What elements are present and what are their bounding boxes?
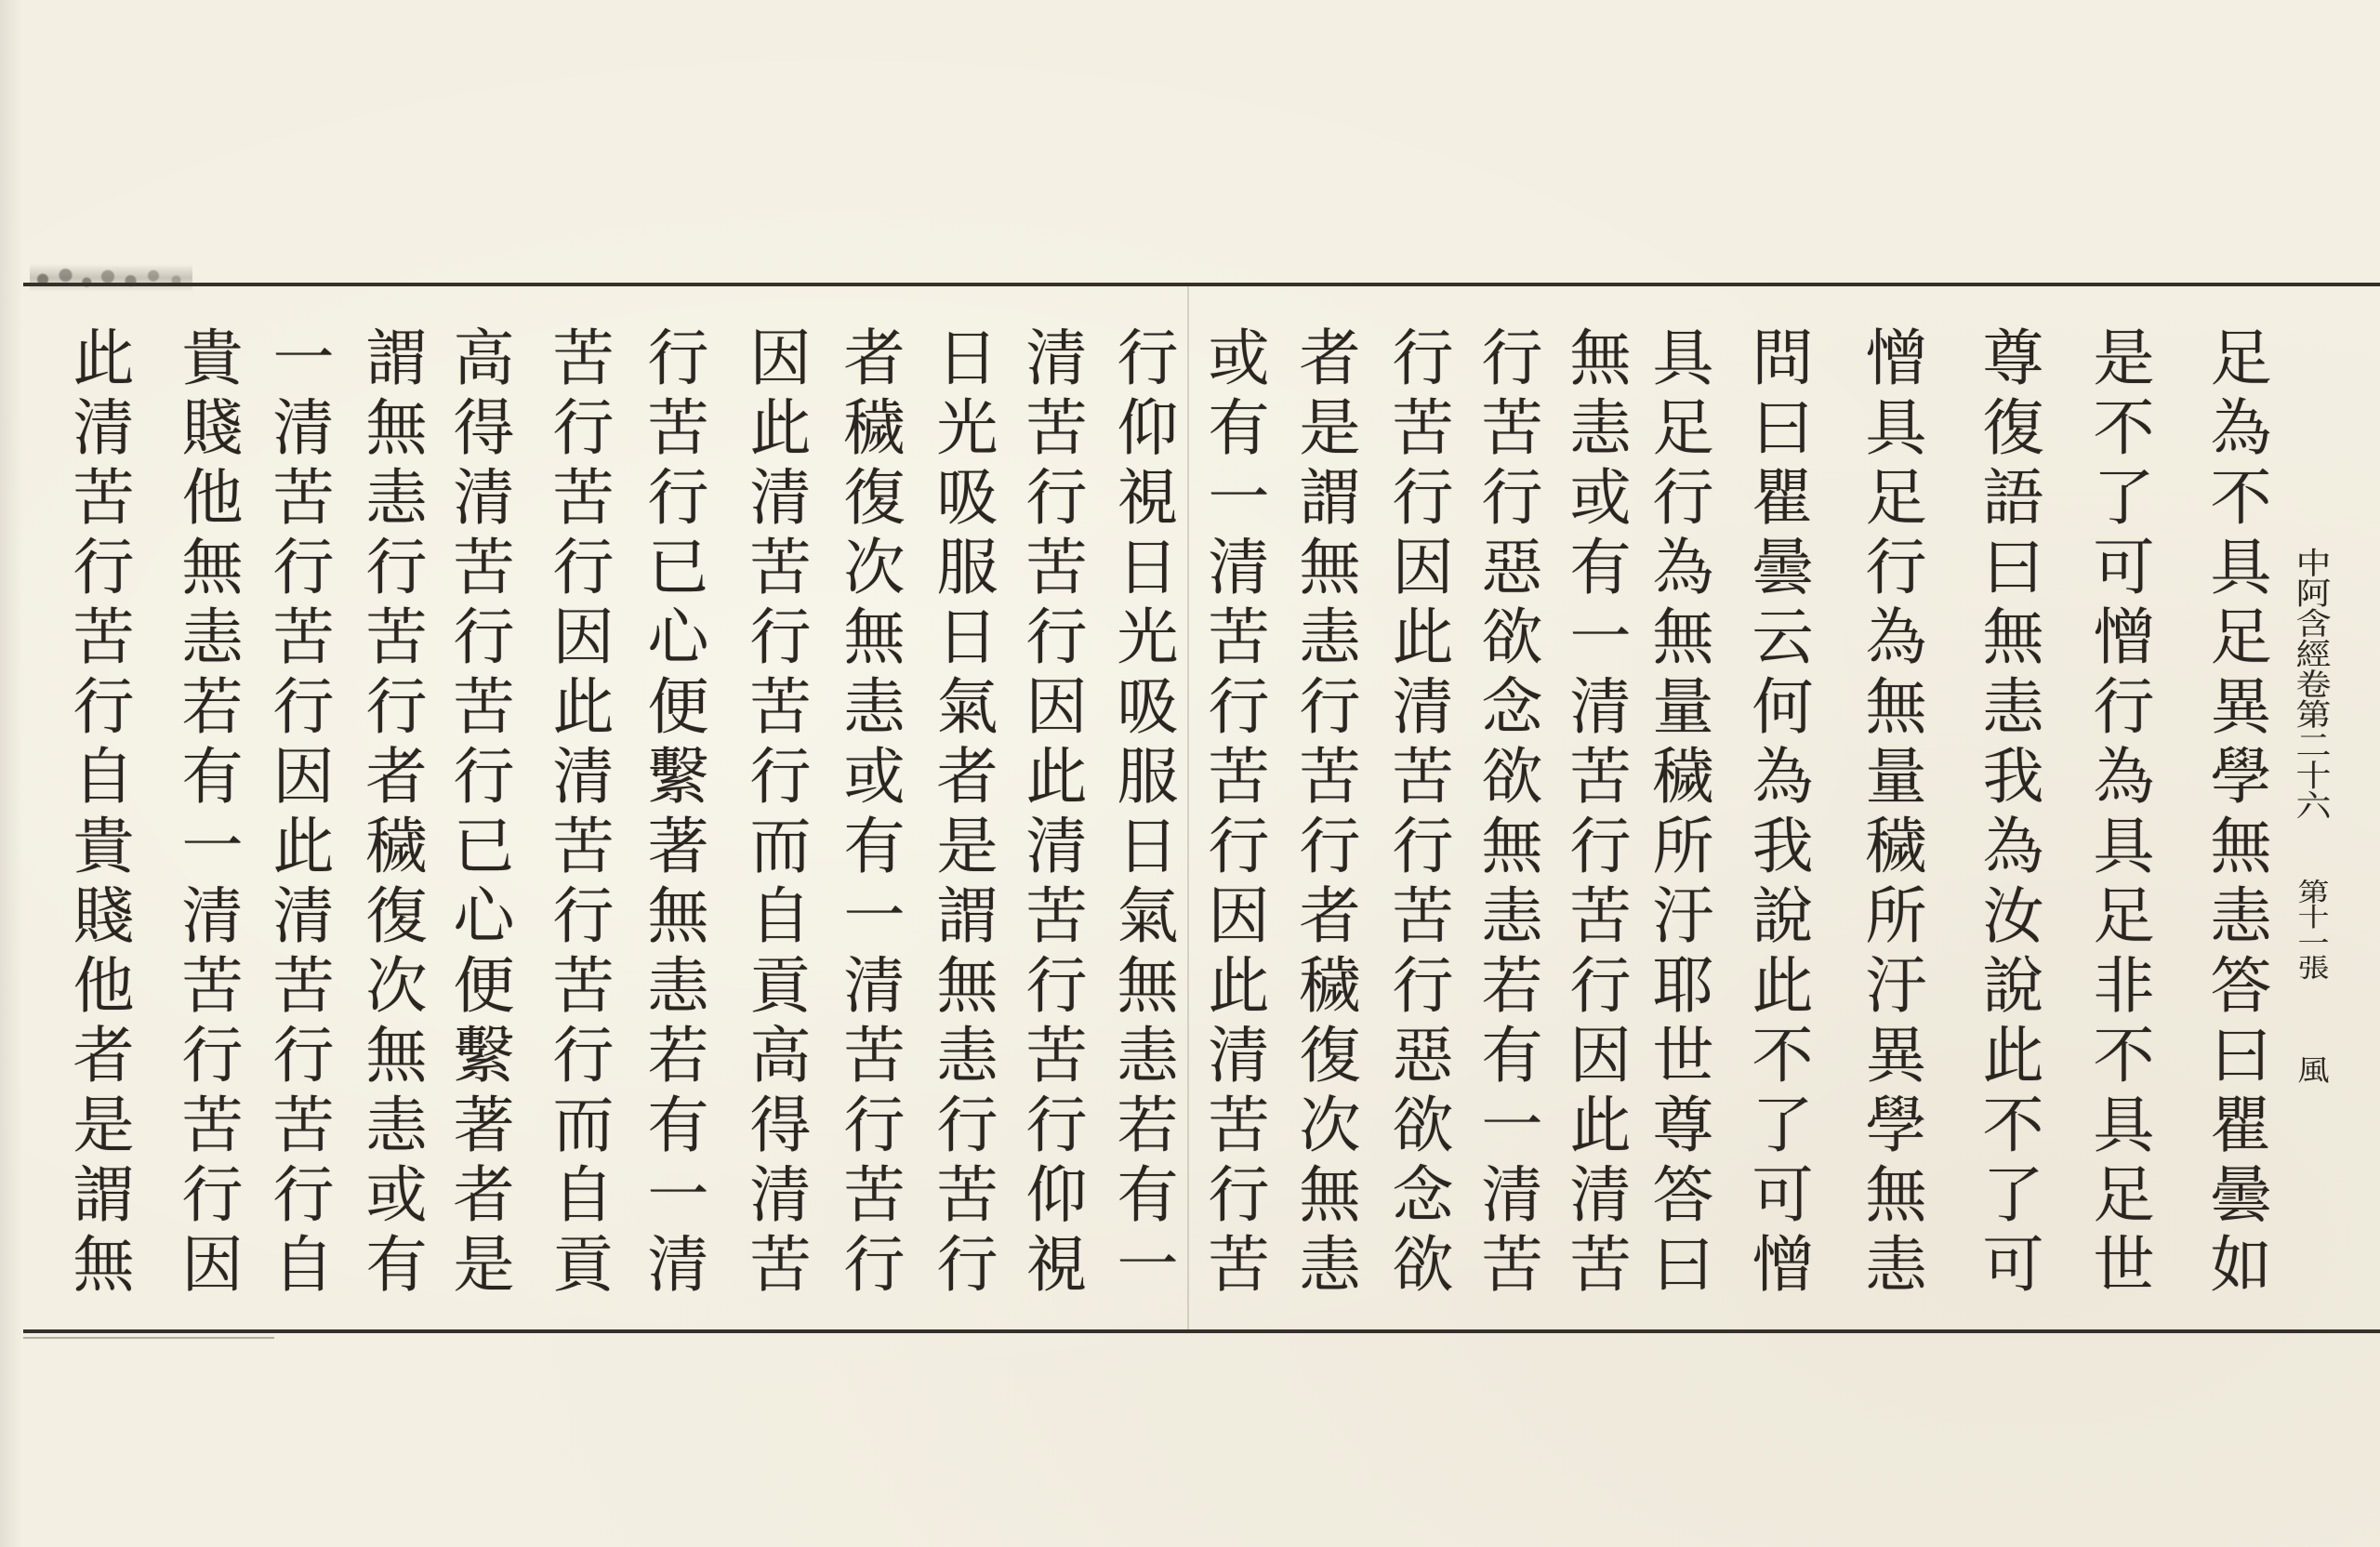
text-column: 謂無恚行苦行者穢復次無恚或有 <box>355 325 427 1302</box>
case-mark: 風 <box>2292 1055 2329 1084</box>
text-column: 憎具足行為無量穢所汙異學無恚 <box>1855 325 1926 1302</box>
text-column: 者穢復次無恚或有一清苦行苦行 <box>833 325 905 1302</box>
text-column: 苦行苦行因此清苦行苦行而自貢 <box>542 325 614 1302</box>
margin-title: 中阿含經卷第二十六 <box>2290 547 2331 821</box>
text-column: 此清苦行苦行自貴賤他者是謂無 <box>62 325 134 1302</box>
text-column: 行苦行惡欲念欲無恚若有一清苦 <box>1471 325 1542 1302</box>
bottom-border-rule-trace <box>23 1337 274 1339</box>
top-border-rule <box>23 283 2380 286</box>
text-column: 行仰視日光吸服日氣無恚若有一 <box>1106 325 1178 1302</box>
text-column: 貴賤他無恚若有一清苦行苦行因 <box>171 325 243 1302</box>
text-column: 尊復語曰無恚我為汝說此不了可 <box>1972 325 2043 1302</box>
text-column: 無恚或有一清苦行苦行因此清苦 <box>1559 325 1631 1302</box>
text-column: 一清苦行苦行因此清苦行苦行自 <box>262 325 334 1302</box>
text-column: 行苦行因此清苦行苦行惡欲念欲 <box>1382 325 1453 1302</box>
sheet-number: 第十一張 <box>2292 879 2329 980</box>
text-column: 問曰瞿曇云何為我說此不了可憎 <box>1741 325 1813 1302</box>
text-column: 清苦行苦行因此清苦行苦行仰視 <box>1015 325 1087 1302</box>
text-column: 是不了可憎行為具足非不具足世 <box>2082 325 2154 1302</box>
text-column: 行苦行已心便繫著無恚若有一清 <box>637 325 708 1302</box>
text-column: 高得清苦行苦行已心便繫著者是 <box>443 325 514 1302</box>
page-edge-shade <box>0 0 22 1547</box>
text-column: 或有一清苦行苦行因此清苦行苦 <box>1197 325 1269 1302</box>
bottom-border-rule <box>23 1329 2380 1333</box>
text-column: 日光吸服日氣者是謂無恚行苦行 <box>926 325 998 1302</box>
text-column: 因此清苦行苦行而自貢高得清苦 <box>739 325 811 1302</box>
ink-smudge <box>30 264 192 292</box>
text-column: 者是謂無恚行苦行者穢復次無恚 <box>1289 325 1360 1302</box>
text-column: 足為不具足異學無恚答曰瞿曇如 <box>2200 325 2271 1302</box>
text-column: 具足行為無量穢所汙耶世尊答曰 <box>1642 325 1713 1302</box>
